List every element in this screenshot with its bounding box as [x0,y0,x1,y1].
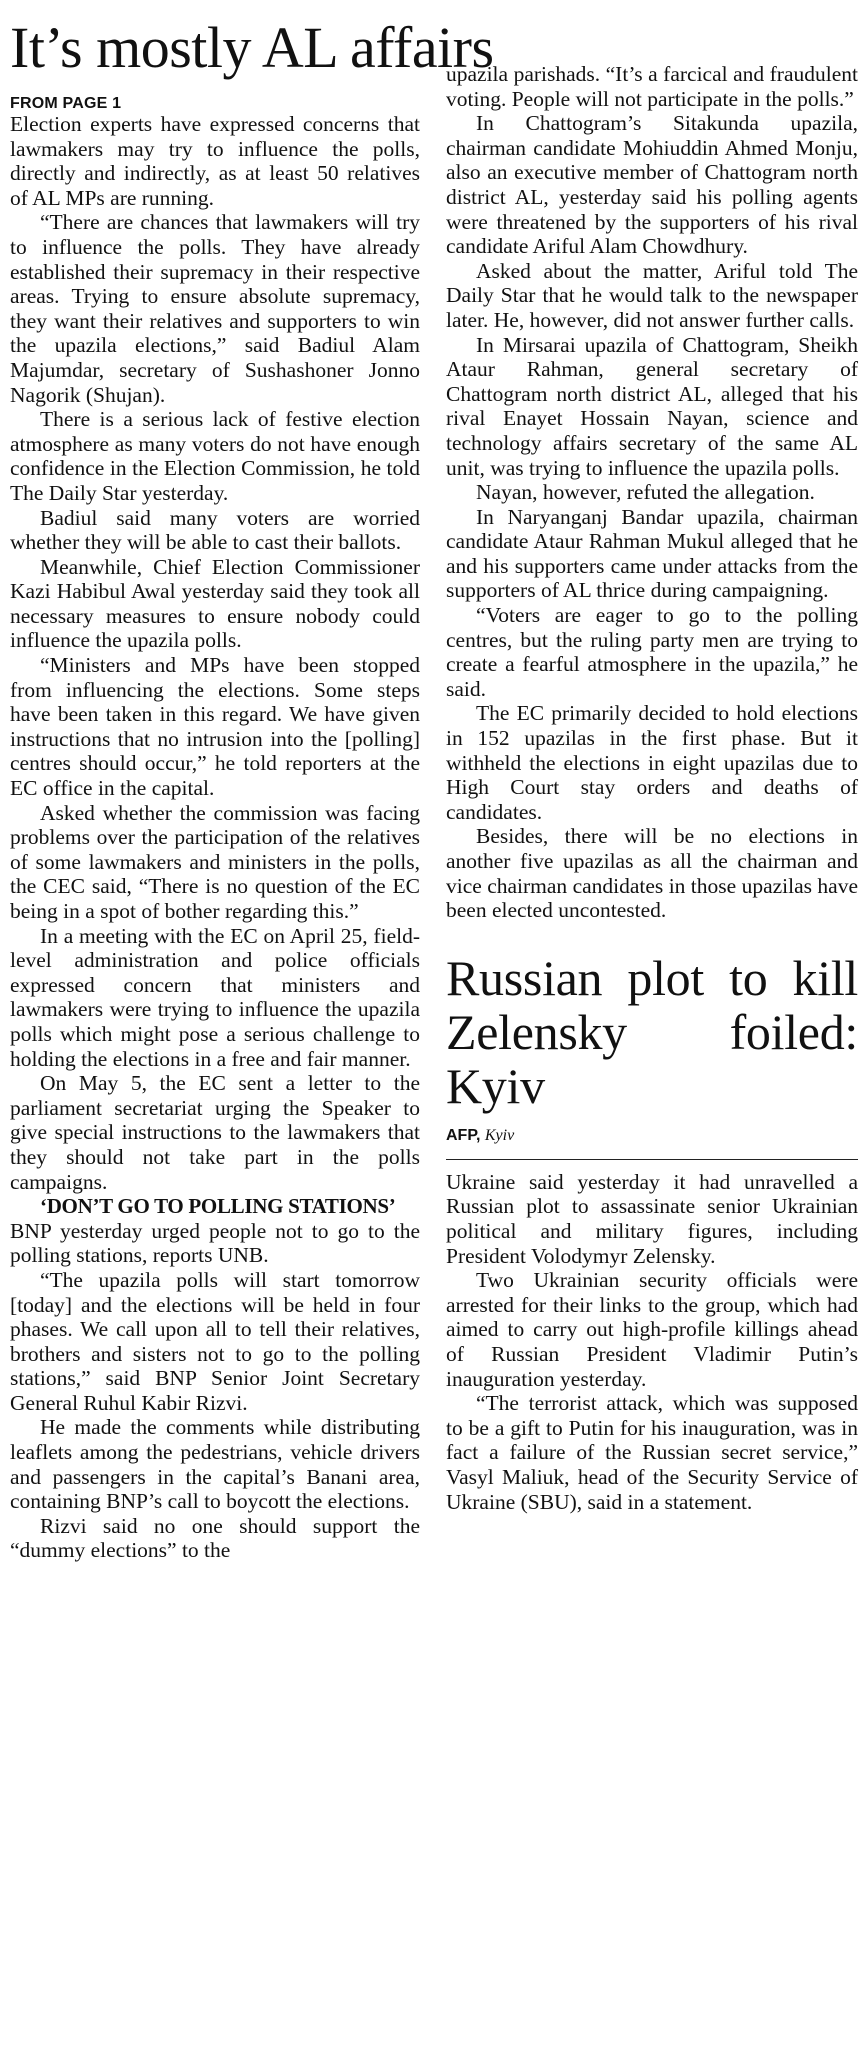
story2-headline: Russian plot to kill Zelensky foiled: Kyiv [446,949,858,1114]
paragraph: In Chattogram’s Sitakunda upazila, chairman candidate Mohiuddin Ahmed Monju, also an executive member of Chattogram north district AL, yesterday said his polling agents were threatened by the supporters of his rival candidate Ariful Alam Chowdhury. [446,111,858,259]
left-column [10,94,420,1563]
paragraph: On May 5, the EC sent a letter to the parliament secretariat urging the Speaker to give special instructions to the lawmakers that they should not take part in the polls campaigns. [10,1071,420,1194]
paragraph: In a meeting with the EC on April 25, field-level administration and police officials expressed concern that ministers and lawmakers were trying to influence the upazila polls which might pose a serious challenge to holding the elections in a free and fair manner. [10,923,420,1071]
paragraph: In Naryanganj Bandar upazila, chairman candidate Ataur Rahman Mukul alleged that he and his supporters came under attacks from the supporters of AL thrice during campaigning. [446,504,858,603]
paragraph: upazila parishads. “It’s a farcical and fraudulent voting. People will not participate in the polls.” [446,62,858,111]
paragraph: Asked about the matter, Ariful told The Daily Star that he would talk to the newspaper later. He, however, did not answer further calls. [446,258,858,332]
byline-agency: AFP, [446,1126,481,1144]
paragraph: In Mirsarai upazila of Chattogram, Sheikh Ataur Rahman, general secretary of Chattogram north district AL, alleged that his rival Enayet Hossain Nayan, science and technology affairs secretary of the same AL unit, was trying to influence the upazila polls. [446,332,858,480]
paragraph: “The terrorist attack, which was supposed to be a gift to Putin for his inauguration, was in fact a failure of the Russian secret service,” Vasyl Maliuk, head of the Security Service of Ukraine (SBU), said in a statement. [446,1391,858,1514]
paragraph: BNP yesterday urged people not to go to the polling stations, reports UNB. [10,1218,420,1268]
divider [446,1159,858,1160]
paragraph: He made the comments while distributing leaflets among the pedestrians, vehicle drivers and passengers in the capital’s Banani area, containing BNP’s call to boycott the elections. [10,1415,420,1514]
byline [446,1125,858,1147]
paragraph: Election experts have expressed concerns that lawmakers may try to influence the polls, directly and indirectly, as at least 50 relatives of AL MPs are running. [10,112,420,210]
paragraph: Ukraine said yesterday it had unravelled a Russian plot to assassinate senior Ukrainian political and military figures, including President Volodymyr Zelensky. [446,1169,858,1268]
paragraph: Badiul said many voters are worried whether they will be able to cast their ballots. [10,505,420,555]
paragraph: Nayan, however, refuted the allegation. [476,480,815,505]
headline: It’s mostly AL affairs [10,15,494,80]
paragraph: “Ministers and MPs have been stopped from influencing the elections. Some steps have been taken in this regard. We have given instructions that no intrusion into the [polling] centres should occur,” he told reporters at the EC office in the capital. [10,653,420,801]
byline-place: Kyiv [484,1126,515,1144]
paragraph: Two Ukrainian security officials were arrested for their links to the group, which had aimed to carry out high-profile killings ahead of Russian President Vladimir Putin’s inauguration yesterday. [446,1268,858,1391]
right-column [446,62,858,1514]
paragraph: “The upazila polls will start tomorrow [today] and the elections will be held in four phases. We call upon all to tell their relatives, brothers and sisters not to go to the polling stations,” said BNP Senior Joint Secretary General Ruhul Kabir Rizvi. [10,1267,420,1415]
subhead: ‘DON’T GO TO POLLING STATIONS’ [40,1194,396,1219]
paragraph: Rizvi said no one should support the “dummy elections” to the [10,1513,420,1563]
paragraph: There is a serious lack of festive election atmosphere as many voters do not have enough confidence in the Election Commission, he told The Daily Star yesterday. [10,407,420,505]
kicker: FROM PAGE 1 [10,95,122,112]
paragraph: Meanwhile, Chief Election Commissioner Kazi Habibul Awal yesterday said they took all necessary measures to ensure nobody could influence the upazila polls. [10,554,420,653]
paragraph: “Voters are eager to go to the polling centres, but the ruling party men are trying to create a fearful atmosphere in the upazila,” he said. [446,603,858,701]
paragraph: “There are chances that lawmakers will try to influence the polls. They have already established their supremacy in their respective areas. Trying to ensure absolute supremacy, they want their relatives and supporters to win the upazila elections,” said Badiul Alam Majumdar, secretary of Sushashoner Jonno Nagorik (Shujan). [10,210,420,407]
paragraph: The EC primarily decided to hold elections in 152 upazilas in the first phase. But it withheld the elections in eight upazilas due to High Court stay orders and deaths of candidates. [446,701,858,824]
paragraph: Asked whether the commission was facing problems over the participation of the relatives of some lawmakers and ministers in the polls, the CEC said, “There is no question of the EC being in a spot of bother regarding this.” [10,800,420,923]
paragraph: Besides, there will be no elections in another five upazilas as all the chairman and vice chairman candidates in those upazilas have been elected uncontested. [446,824,858,923]
